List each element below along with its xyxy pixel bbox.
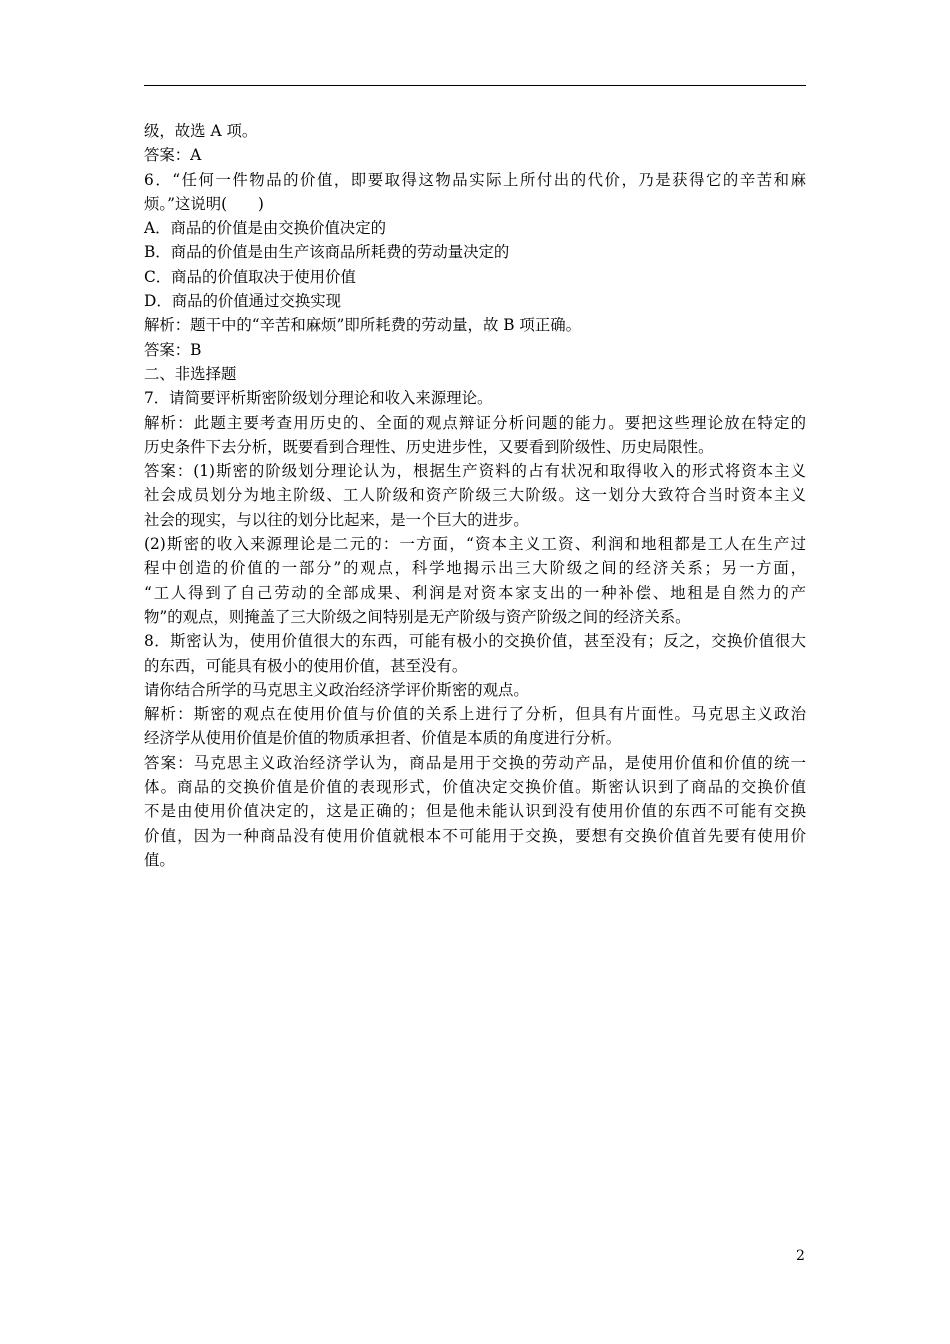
- text-line: 值。: [144, 850, 175, 869]
- text-line: B．商品的价值是由生产该商品所耗费的劳动量决定的: [144, 243, 510, 262]
- text-line: 历史条件下去分析，既要看到合理性、历史进步性，又要看到阶级性、历史局限性。: [144, 437, 714, 456]
- text-line: 价值，因为一种商品没有使用价值就根本不可能用于交换，要想有交换价值首先要有使用价: [144, 826, 806, 845]
- text-line: 级，故选 A 项。: [144, 122, 258, 140]
- text-line: 社会的现实，与以往的划分比起来，是一个巨大的进步。: [144, 510, 529, 529]
- text-line: 解析：此题主要考查用历史的、全面的观点辩证分析问题的能力。要把这些理论放在特定的: [144, 413, 806, 432]
- text-line: C．商品的价值取决于使用价值: [144, 267, 356, 286]
- text-line: 社会成员划分为地主阶级、工人阶级和资产阶级三大阶级。这一划分大致符合当时资本主义: [144, 486, 806, 505]
- text-line: 程中创造的价值的一部分”的观点，科学地揭示出三大阶级之间的经济关系；另一方面，: [144, 559, 806, 578]
- text-line: 6．“任何一件物品的价值，即要取得这物品实际上所付出的代价，乃是获得它的辛苦和麻: [144, 170, 806, 189]
- page-number: 2: [796, 1248, 805, 1264]
- text-line: 烦。”这说明( ): [144, 194, 264, 213]
- text-line: 8．斯密认为，使用价值很大的东西，可能有极小的交换价值，甚至没有；反之，交换价值很大: [144, 632, 806, 651]
- text-line: 物”的观点，则掩盖了三大阶级之间特别是无产阶级与资产阶级之间的经济关系。: [144, 607, 691, 626]
- text-line: 解析：斯密的观点在使用价值与价值的关系上进行了分析，但具有片面性。马克思主义政治: [144, 705, 806, 724]
- text-line: (2)斯密的收入来源理论是二元的：一方面，“资本主义工资、利润和地租都是工人在生产过: [144, 535, 806, 554]
- text-line: 解析：题干中的“辛苦和麻烦”即所耗费的劳动量，故 B 项正确。: [144, 316, 581, 335]
- text-line: 答案：A: [144, 146, 202, 165]
- header-rule: [144, 85, 806, 86]
- text-line: 体。商品的交换价值是价值的表现形式，价值决定交换价值。斯密认识到了商品的交换价值: [144, 778, 806, 797]
- text-line: D．商品的价值通过交换实现: [144, 292, 342, 311]
- text-line: 的东西，可能具有极小的使用价值，甚至没有。: [144, 656, 468, 675]
- text-line: 不是由使用价值决定的，这是正确的；但是他未能认识到没有使用价值的东西不可能有交换: [144, 802, 806, 821]
- text-line: 7．请简要评析斯密阶级划分理论和收入来源理论。: [144, 389, 493, 408]
- text-line: 经济学从使用价值是价值的物质承担者、价值是本质的角度进行分析。: [144, 729, 622, 748]
- text-line: “工人得到了自己劳动的全部成果、利润是对资本家支出的一种补偿、地租是自然力的产: [144, 583, 806, 602]
- text-line: 答案：(1)斯密的阶级划分理论认为，根据生产资料的占有状况和取得收入的形式将资本主义: [144, 462, 806, 481]
- text-line: 答案：马克思主义政治经济学认为，商品是用于交换的劳动产品，是使用价值和价值的统一: [144, 753, 806, 772]
- document-body: [144, 119, 806, 872]
- text-line: 二、非选择题: [144, 364, 237, 383]
- text-line: A．商品的价值是由交换价值决定的: [144, 219, 386, 238]
- text-line: 答案：B: [144, 340, 202, 359]
- text-line: 请你结合所学的马克思主义政治经济学评价斯密的观点。: [144, 680, 529, 699]
